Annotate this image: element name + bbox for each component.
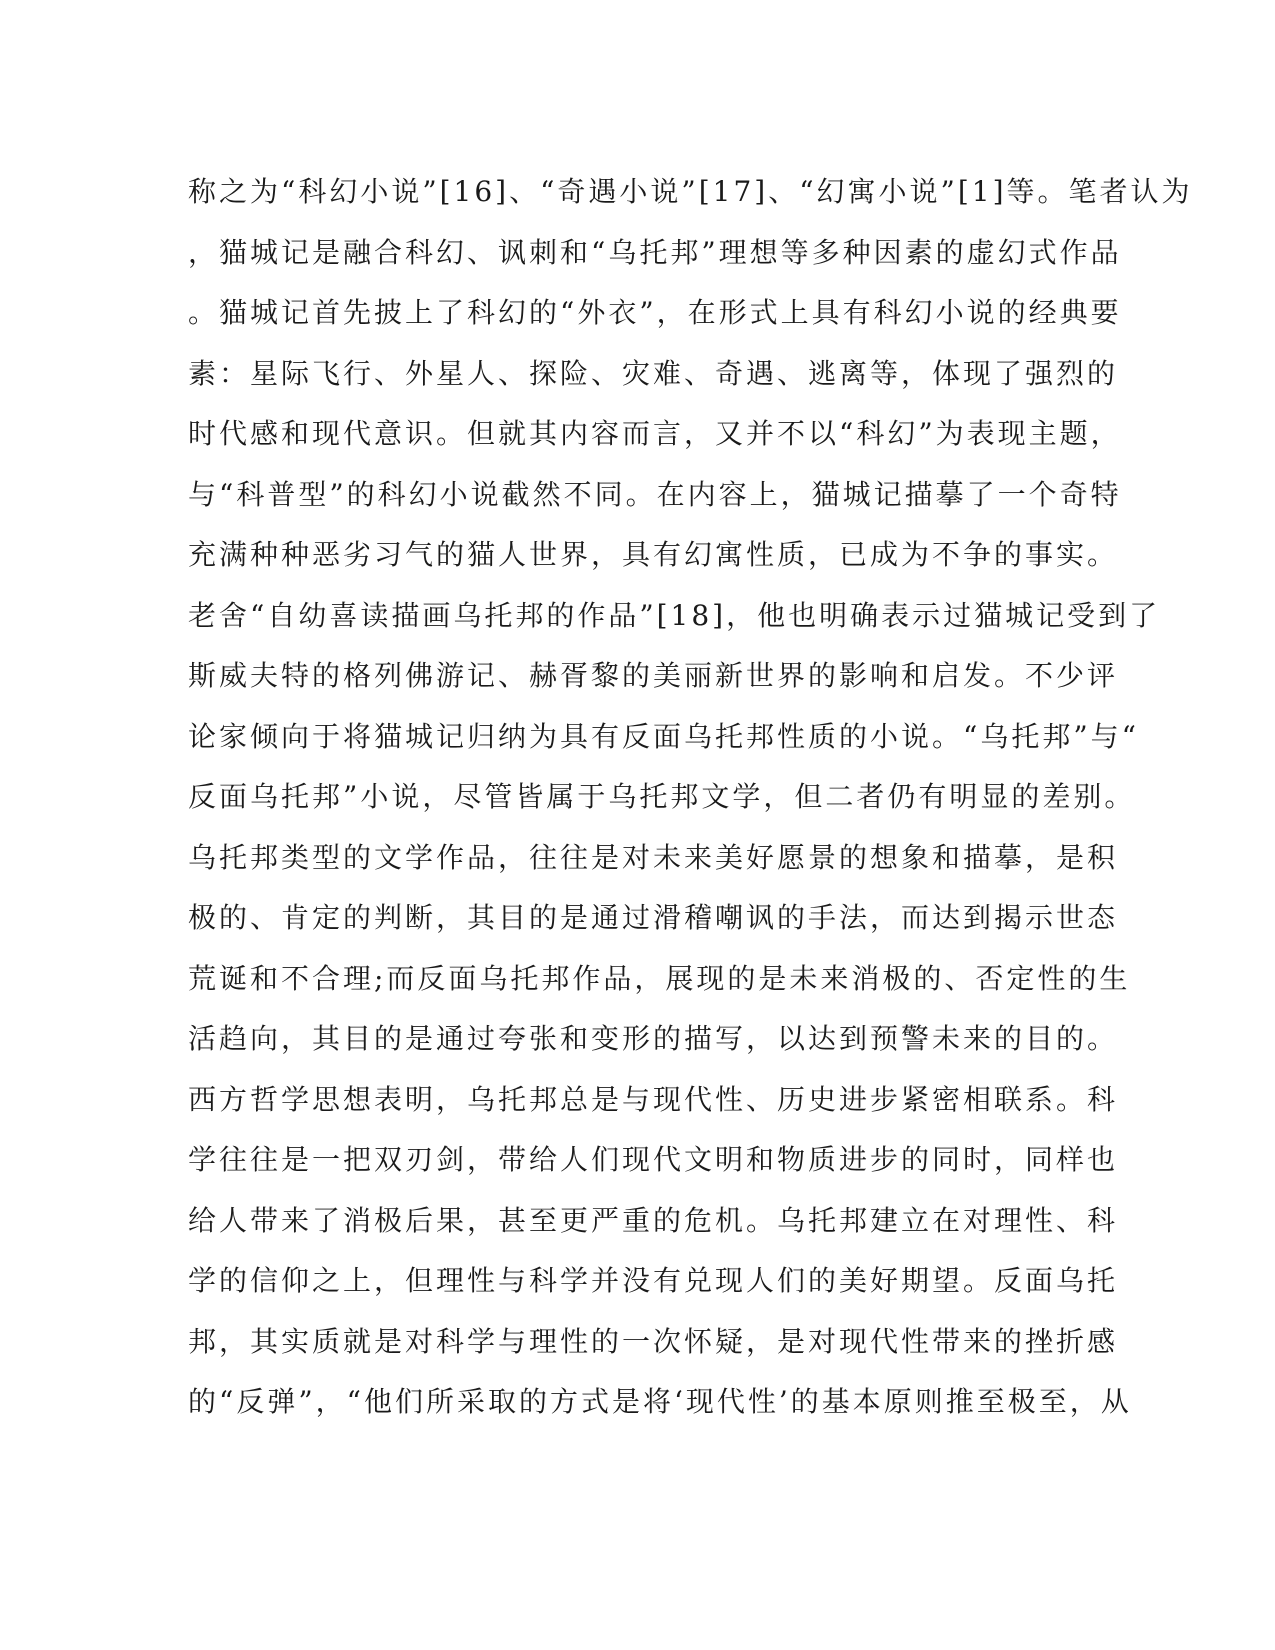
- text-line: 给人带来了消极后果，甚至更严重的危机。乌托邦建立在对理性、科: [188, 1203, 1119, 1237]
- body-text: [188, 162, 1193, 1433]
- text-line: 极的、肯定的判断，其目的是通过滑稽嘲讽的手法，而达到揭示世态: [188, 901, 1119, 934]
- text-line: 素：星际飞行、外星人、探险、灾难、奇遇、逃离等，体现了强烈的: [188, 356, 1119, 390]
- text-line: 学往往是一把双刃剑，带给人们现代文明和物质进步的同时，同样也: [188, 1143, 1119, 1176]
- text-line: 老舍“自幼喜读描画乌托邦的作品”[18]，他也明确表示过猫城记受到了: [188, 598, 1161, 632]
- text-line: 西方哲学思想表明，乌托邦总是与现代性、历史进步紧密相联系。科: [188, 1082, 1119, 1116]
- text-line: 乌托邦类型的文学作品，往往是对未来美好愿景的想象和描摹，是积: [188, 840, 1119, 874]
- text-line: 学的信仰之上，但理性与科学并没有兑现人们的美好期望。反面乌托: [188, 1264, 1119, 1297]
- text-line: 斯威夫特的格列佛游记、赫胥黎的美丽新世界的影响和启发。不少评: [188, 659, 1119, 692]
- text-line: 充满种种恶劣习气的猫人世界，具有幻寓性质，已成为不争的事实。: [188, 538, 1119, 571]
- text-line: 。猫城记首先披上了科幻的“外衣”，在形式上具有科幻小说的经典要: [188, 296, 1122, 329]
- text-line: 论家倾向于将猫城记归纳为具有反面乌托邦性质的小说。“乌托邦”与“: [188, 719, 1139, 753]
- text-line: 反面乌托邦”小说，尽管皆属于乌托邦文学，但二者仍有明显的差别。: [188, 780, 1136, 813]
- text-line: 称之为“科幻小说”[16]、“奇遇小说”[17]、“幻寓小说”[1]等。笔者认为: [188, 175, 1193, 208]
- text-line: ，猫城记是融合科幻、讽刺和“乌托邦”理想等多种因素的虚幻式作品: [188, 235, 1122, 269]
- text-line: 邦，其实质就是对科学与理性的一次怀疑，是对现代性带来的挫折感: [188, 1324, 1119, 1358]
- text-line: 与“科普型”的科幻小说截然不同。在内容上，猫城记描摹了一个奇特: [188, 477, 1122, 511]
- text-line: 的“反弹”，“他们所采取的方式是将‘现代性’的基本原则推至极至，从: [188, 1385, 1132, 1418]
- text-line: 时代感和现代意识。但就其内容而言，又并不以“科幻”为表现主题，: [188, 417, 1122, 450]
- text-line: 活趋向，其目的是通过夸张和变形的描写，以达到预警未来的目的。: [188, 1022, 1119, 1055]
- text-line: 荒诞和不合理;而反面乌托邦作品，展现的是未来消极的、否定性的生: [188, 961, 1131, 995]
